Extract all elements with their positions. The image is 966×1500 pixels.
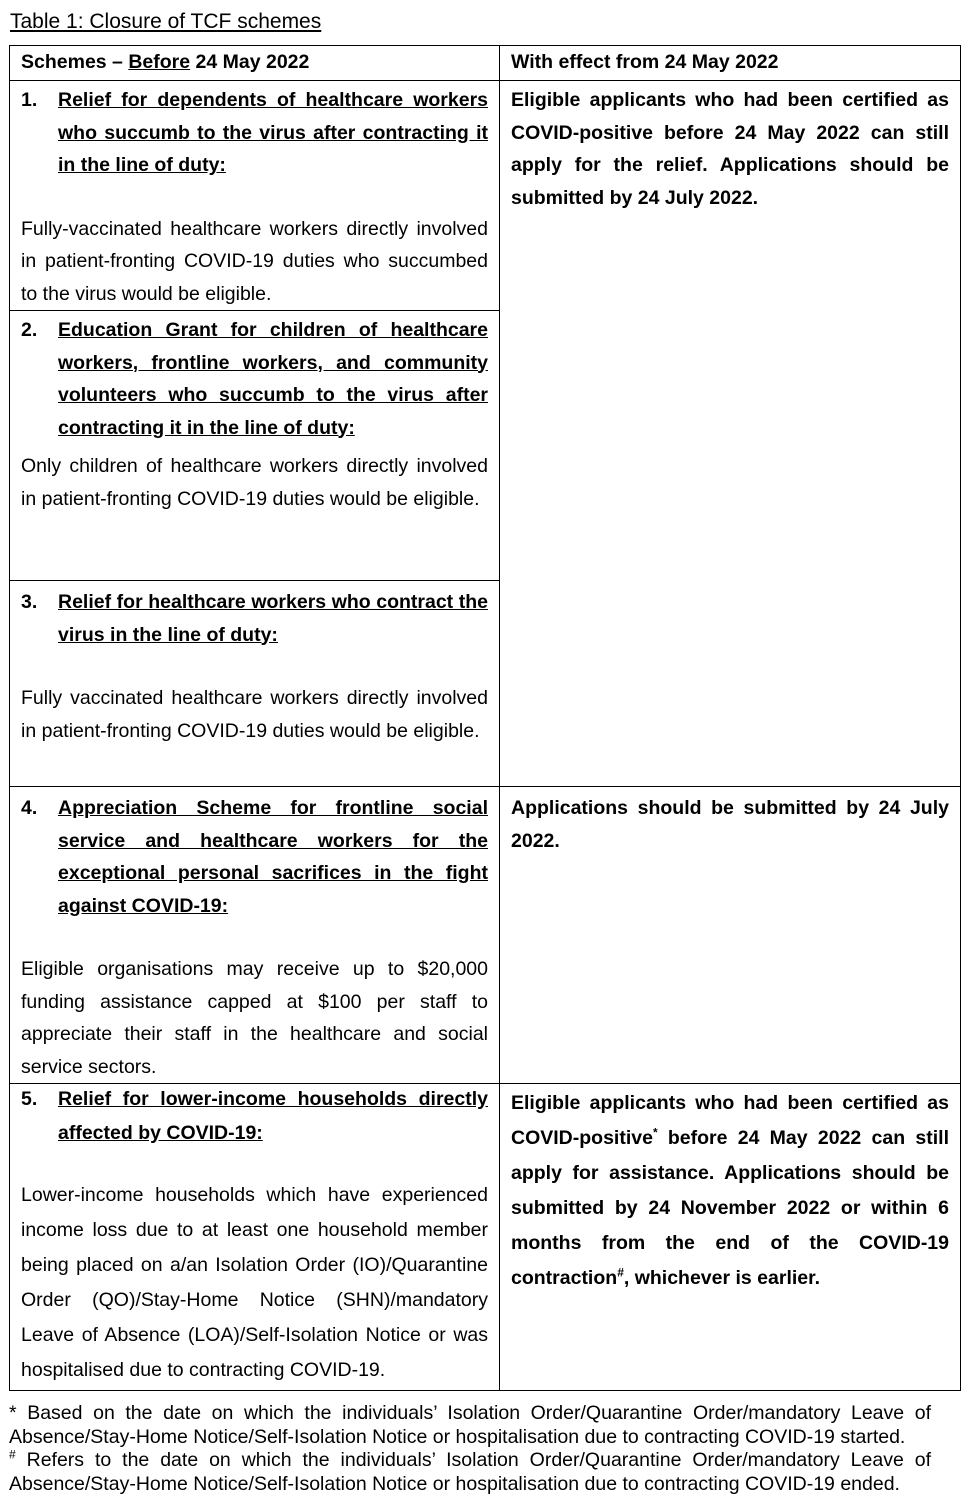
header-prefix: Schemes – <box>21 51 129 73</box>
table-caption: Table 1: Closure of TCF schemes <box>10 10 322 33</box>
effect-text: Applications should be submitted by 24 July 2022. <box>511 797 949 852</box>
scheme-title: Relief for lower-income households directly affected by COVID-19: <box>58 1088 488 1144</box>
footnote-mark: # <box>9 1447 16 1462</box>
effect-text-5 <box>511 1086 949 1296</box>
table-row <box>10 81 961 311</box>
footnote-text: Refers to the date on which the individuals’ Isolation Order/Quarantine Order/mandatory Leave of Absence/Stay-Home Notice/Self-Isolation Notice or hospitalisation due to contracting COVID-19 ended. <box>9 1449 931 1495</box>
header-before-underlined: Before <box>128 51 191 73</box>
scheme-number: 4. <box>21 797 38 819</box>
table-row <box>10 1084 961 1391</box>
effect-text-part: before 24 May 2022 can still apply for assistance. Applications should be submitted by 24 November 2022 or within 6 months from the end of the COVID-19 contraction <box>511 1127 949 1289</box>
footnotes <box>9 1402 931 1496</box>
scheme-title: Relief for healthcare workers who contract the virus in the line of duty: <box>58 591 488 646</box>
scheme-cell-1 <box>10 81 500 311</box>
scheme-description: Eligible organisations may receive up to $20,000 funding assistance capped at $100 per staff to appreciate their staff in the healthcare and social service sectors. <box>21 958 488 1078</box>
tcf-schemes-table <box>9 45 961 1391</box>
scheme-cell-3 <box>10 581 500 787</box>
scheme-title-3 <box>21 586 488 651</box>
scheme-title: Education Grant for children of healthcare workers, frontline workers, and community volunteers who succumb to the virus after contracting it in the line of duty: <box>58 319 488 439</box>
footnote-hash <box>9 1449 931 1496</box>
scheme-title-1 <box>21 84 488 182</box>
effect-text-part: Eligible applicants who had been certified as COVID-positive <box>511 1092 949 1149</box>
footnote-marker-hash: # <box>617 1265 624 1280</box>
table-header-row <box>10 46 961 81</box>
effect-cell-4 <box>500 787 961 1084</box>
scheme-title-5 <box>21 1082 488 1150</box>
header-schemes-before <box>10 46 500 81</box>
scheme-title-2 <box>21 314 488 444</box>
scheme-title-4 <box>21 792 488 922</box>
footnote-mark: * <box>9 1402 17 1424</box>
scheme-cell-4 <box>10 787 500 1084</box>
scheme-title: Appreciation Scheme for frontline social service and healthcare workers for the exceptional personal sacrifices in the fight against COVID-19: <box>58 797 488 917</box>
header-with-effect: With effect from 24 May 2022 <box>500 46 961 81</box>
scheme-number: 3. <box>21 591 38 613</box>
scheme-description: Only children of healthcare workers directly involved in patient-fronting COVID-19 duties would be eligible. <box>21 455 488 510</box>
scheme-description: Fully-vaccinated healthcare workers directly involved in patient-fronting COVID-19 duties who succumbed to the virus would be eligible. <box>21 217 488 305</box>
scheme-title: Relief for dependents of healthcare workers who succumb to the virus after contracting it in the line of duty: <box>58 89 488 176</box>
scheme-cell-2 <box>10 311 500 581</box>
effect-cell-5 <box>500 1084 961 1391</box>
effect-cell-1-3 <box>500 81 961 787</box>
scheme-number: 2. <box>21 319 38 341</box>
header-suffix: 24 May 2022 <box>190 51 310 73</box>
footnote-marker-asterisk: * <box>652 1125 658 1140</box>
table-row <box>10 787 961 1084</box>
scheme-description: Lower-income households which have experienced income loss due to at least one household member being placed on a/an Isolation Order (IO)/Quarantine Order (QO)/Stay-Home Notice (SHN)/mandatory Leave of Absence (LOA)/Self-Isolation Notice or was hospitalised due to contracting COVID-19. <box>21 1184 488 1381</box>
scheme-description: Fully vaccinated healthcare workers directly involved in patient-fronting COVID-19 duties would be eligible. <box>21 687 488 742</box>
scheme-number: 5. <box>21 1088 38 1110</box>
scheme-cell-5 <box>10 1084 500 1391</box>
effect-text-part: , whichever is earlier. <box>623 1267 821 1289</box>
effect-text: Eligible applicants who had been certified as COVID-positive before 24 May 2022 can still apply for the relief. Applications should be submitted by 24 July 2022. <box>511 89 949 209</box>
scheme-number: 1. <box>21 89 38 111</box>
footnote-asterisk <box>9 1402 931 1449</box>
footnote-text: Based on the date on which the individuals’ Isolation Order/Quarantine Order/mandatory Leave of Absence/Stay-Home Notice/Self-Isolation Notice or hospitalisation due to contracting COVID-19 started. <box>9 1402 931 1448</box>
